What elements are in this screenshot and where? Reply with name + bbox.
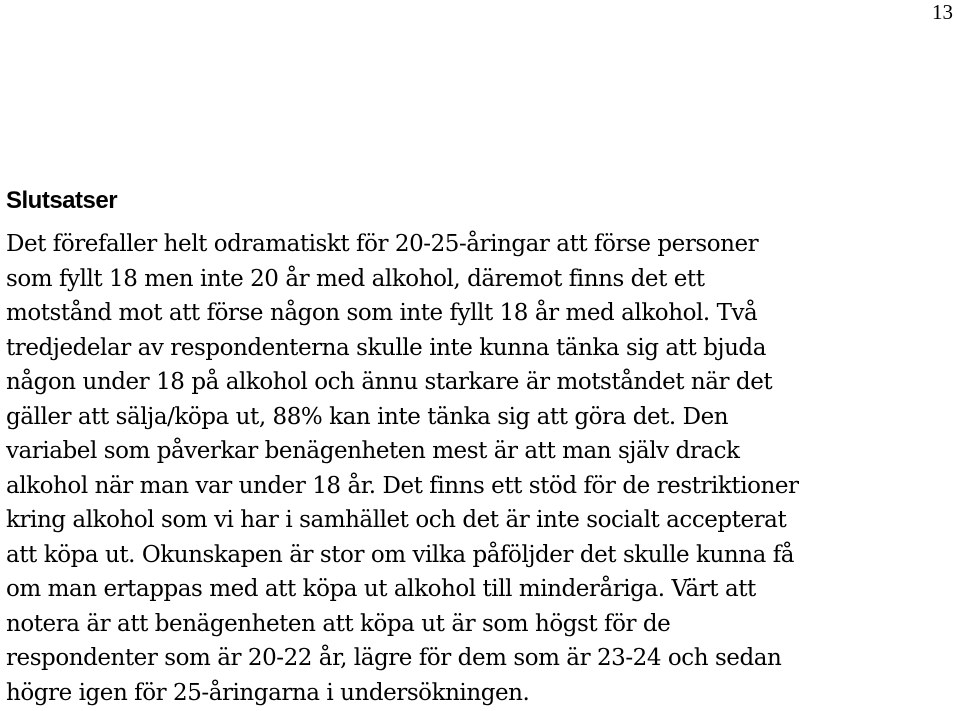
paragraph-line: tredjedelar av respondenterna skulle inte kunna tänka sig att bjuda <box>6 334 766 361</box>
paragraph-line: om man ertappas med att köpa ut alkohol till minderåriga. Värt att <box>6 576 756 602</box>
paragraph-line: någon under 18 på alkohol och ännu starkare är motståndet när det <box>6 369 773 395</box>
paragraph-line: att köpa ut. Okunskapen är stor om vilka påföljder det skulle kunna få <box>6 541 795 568</box>
page-number: 13 <box>932 0 953 24</box>
paragraph-line: kring alkohol som vi har i samhället och det är inte socialt accepterat <box>6 507 787 533</box>
paragraph-line: variabel som påverkar benägenheten mest är att man själv drack <box>6 438 740 464</box>
paragraph-line: som fyllt 18 men inte 20 år med alkohol, däremot finns det ett <box>6 265 705 292</box>
paragraph-line: Det förefaller helt odramatiskt för 20-25-åringar att förse personer <box>6 231 759 257</box>
paragraph-line: gäller att sälja/köpa ut, 88% kan inte tänka sig att göra det. Den <box>6 403 729 430</box>
paragraph-line: alkohol när man var under 18 år. Det finns ett stöd för de restriktioner <box>6 472 799 499</box>
paragraph-line: notera är att benägenheten att köpa ut är som högst för de <box>6 610 671 637</box>
paragraph-line: motstånd mot att förse någon som inte fyllt 18 år med alkohol. Två <box>6 300 758 326</box>
section-heading: Slutsatser <box>6 187 118 214</box>
paragraph-line: respondenter som är 20-22 år, lägre för dem som är 23-24 och sedan <box>6 645 782 671</box>
paragraph-line: högre igen för 25-åringarna i undersökningen. <box>6 679 530 706</box>
body-paragraph <box>6 227 956 710</box>
